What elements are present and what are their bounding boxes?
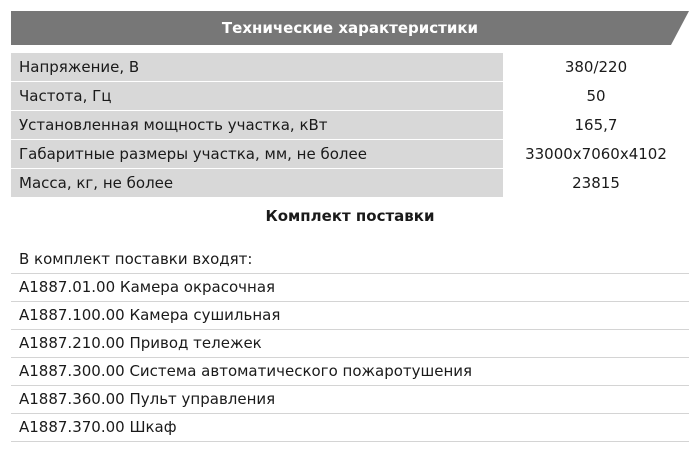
list-item: А1887.100.00 Камера сушильная [11,302,689,330]
spec-param: Установленная мощность участка, кВт [11,111,503,140]
spec-value: 33000х7060х4102 [503,140,689,169]
table-row [11,111,689,140]
table-row [11,82,689,111]
spec-param: Напряжение, В [11,53,503,82]
title-banner [11,11,689,45]
list-item: А1887.370.00 Шкаф [11,414,689,442]
specs-table [11,53,689,198]
table-row [11,169,689,198]
spec-value: 50 [503,82,689,111]
table-row [11,140,689,169]
list-item: А1887.300.00 Система автоматического пожаротушения [11,358,689,386]
spec-value: 165,7 [503,111,689,140]
kit-list [11,246,689,442]
spec-param: Масса, кг, не более [11,169,503,198]
page-title: Технические характеристики [221,19,479,37]
list-item: В комплект поставки входят: [11,246,689,274]
spec-param: Частота, Гц [11,82,503,111]
list-item: А1887.01.00 Камера окрасочная [11,274,689,302]
list-item: А1887.360.00 Пульт управления [11,386,689,414]
spec-value: 23815 [503,169,689,198]
list-item: А1887.210.00 Привод тележек [11,330,689,358]
kit-section-title: Комплект поставки [265,207,435,225]
spec-param: Габаритные размеры участка, мм, не более [11,140,503,169]
spec-value: 380/220 [503,53,689,82]
table-row [11,53,689,82]
